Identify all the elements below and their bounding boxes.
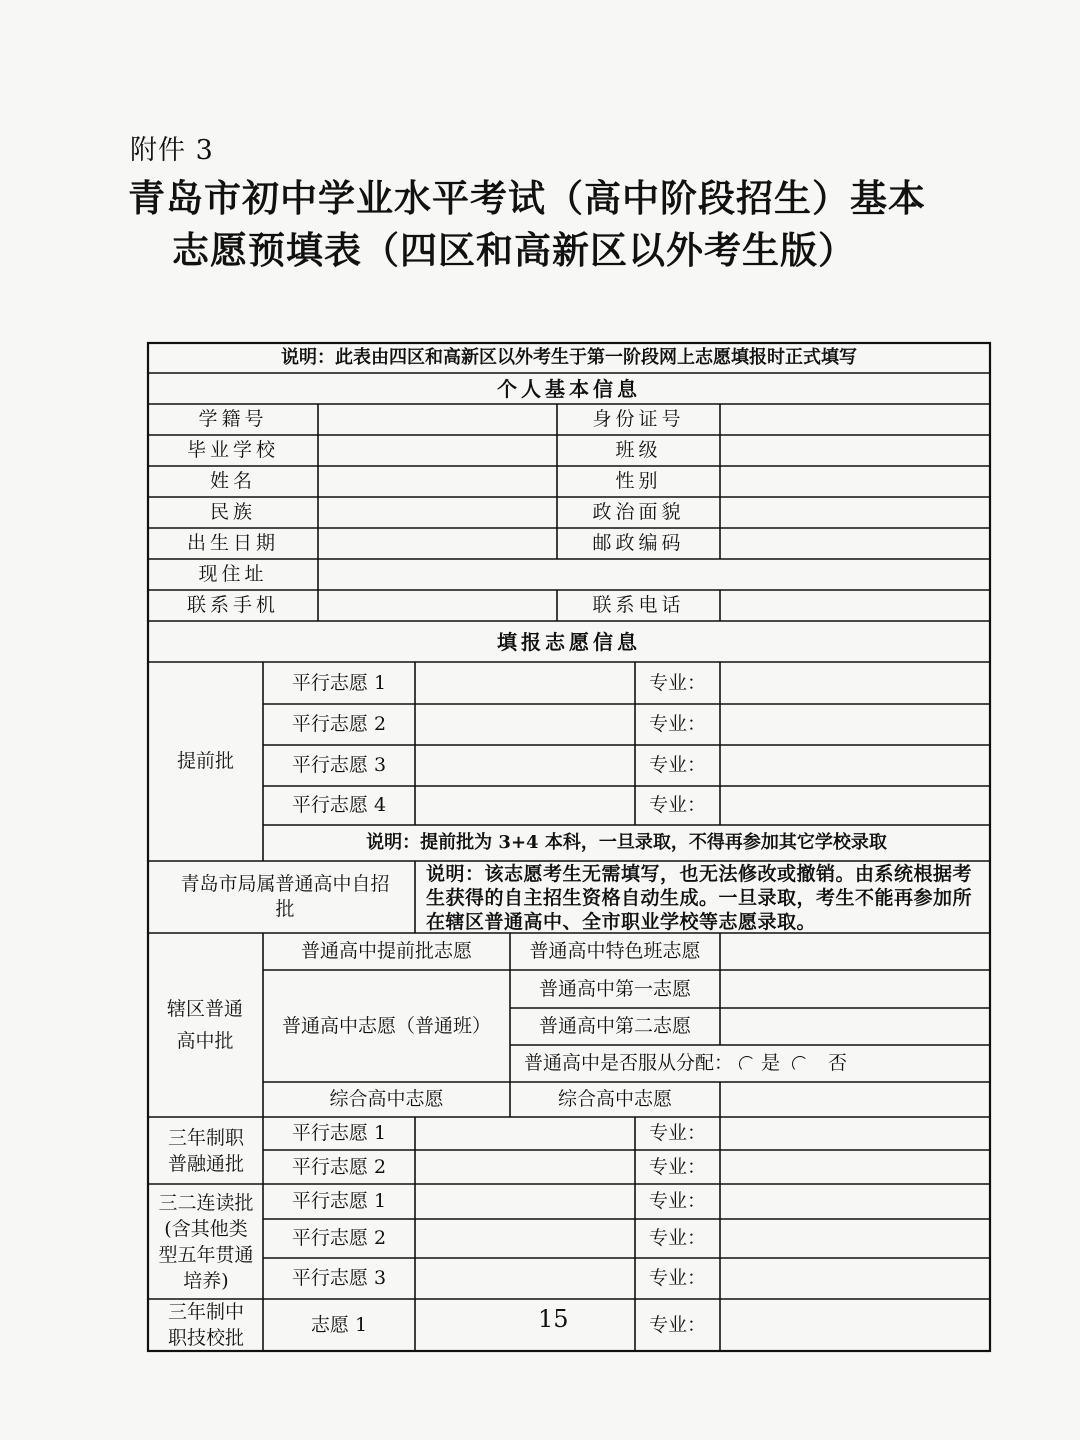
name-label: 姓名 [209,470,256,493]
obey-allocation-label: 普通高中是否服从分配： [524,1052,734,1075]
technical-major-field[interactable] [720,1299,990,1351]
second-choice-field[interactable] [720,1008,990,1045]
vocational-choice-2-field[interactable] [415,1150,635,1184]
yes-radio[interactable] [739,1056,755,1072]
vocational-major-2-field[interactable] [720,1150,990,1184]
advance-major-2-field[interactable] [720,704,990,745]
document-title-line-1: 青岛市初中学业水平考试（高中阶段招生）基本 [128,177,926,220]
five-year-choice-1-field[interactable] [415,1184,635,1219]
five-year-major-2-field[interactable] [720,1219,990,1258]
technical-choice-1-field[interactable] [415,1299,635,1351]
vocational-major-2-label: 专业： [648,1155,706,1178]
five-year-batch-label: 三二连读批(含其他类型五年贯通培养) [158,1191,254,1292]
political-status-field[interactable] [720,497,990,528]
comprehensive-choice-field[interactable] [720,1082,990,1117]
id-number-label: 身份证号 [592,408,685,431]
district-advance-choice-label: 普通高中提前批志愿 [300,940,472,963]
vocational-major-1-label: 专业： [648,1122,706,1145]
address-label: 现住址 [198,563,268,586]
phone-field[interactable] [720,590,990,621]
address-field[interactable] [318,559,990,590]
advance-choice-4-label: 平行志愿 4 [291,794,387,817]
five-year-major-3-field[interactable] [720,1258,990,1299]
mobile-field[interactable] [318,590,557,621]
five-year-major-1-label: 专业： [648,1190,706,1213]
comprehensive-choice-label-a: 综合高中志愿 [329,1088,444,1111]
vocational-choice-1-field[interactable] [415,1117,635,1150]
special-class-choice-label: 普通高中特色班志愿 [529,940,701,963]
class-label: 班级 [615,439,662,462]
school-label: 毕业学校 [186,439,279,462]
advance-major-1-field[interactable] [720,662,990,704]
advance-major-3-label: 专业： [648,754,706,777]
five-year-choice-3-label: 平行志愿 3 [291,1267,387,1290]
five-year-choice-3-field[interactable] [415,1258,635,1299]
school-field[interactable] [318,435,557,466]
technical-major-label: 专业： [648,1313,706,1336]
self-enrolment-note: 说明：该志愿考生无需填写，也无法修改或撤销。由系统根据考生获得的自主招生资格自动生成。一旦录取，考生不能再参加所在辖区普通高中、全市职业学校等志愿录取。 [426,863,973,933]
mobile-label: 联系手机 [186,594,279,617]
technical-choice-1-label: 志愿 1 [310,1313,368,1336]
postcode-label: 邮政编码 [592,532,685,555]
class-field[interactable] [720,435,990,466]
advance-choice-4-field[interactable] [415,786,635,825]
five-year-choice-2-field[interactable] [415,1219,635,1258]
choice-info-heading: 填报志愿信息 [497,629,641,654]
student-id-label: 学籍号 [198,408,268,431]
postcode-field[interactable] [720,528,990,559]
no-option-label: 否 [828,1052,848,1075]
gender-label: 性别 [615,470,662,493]
advance-choice-2-field[interactable] [415,704,635,745]
no-radio[interactable] [792,1056,808,1072]
vocational-major-1-field[interactable] [720,1117,990,1150]
advance-batch-note: 说明：提前批为 3+4 本科，一旦录取，不得再参加其它学校录取 [366,832,887,854]
page-number: 15 [538,1305,569,1333]
personal-info-heading: 个人基本信息 [497,376,641,401]
student-id-field[interactable] [318,404,557,435]
ethnicity-label: 民族 [209,501,256,524]
technical-batch-label: 三年制中职技校批 [167,1301,244,1349]
advance-major-1-label: 专业： [648,671,706,694]
five-year-choice-1-label: 平行志愿 1 [291,1190,387,1213]
first-choice-field[interactable] [720,970,990,1008]
vocational-choice-1-label: 平行志愿 1 [291,1122,387,1145]
id-number-field[interactable] [720,404,990,435]
advance-batch-label: 提前批 [176,750,234,773]
phone-label: 联系电话 [592,594,685,617]
advance-major-4-label: 专业： [648,794,706,817]
self-enrolment-batch-label: 青岛市局属普通高中自招批 [180,873,390,920]
five-year-major-1-field[interactable] [720,1184,990,1219]
second-choice-label: 普通高中第二志愿 [538,1015,691,1038]
special-class-choice-field[interactable] [720,933,990,970]
document-title-line-2: 志愿预填表（四区和高新区以外考生版） [172,229,856,272]
first-choice-label: 普通高中第一志愿 [538,977,691,1000]
ethnicity-field[interactable] [318,497,557,528]
name-field[interactable] [318,466,557,497]
form-instruction: 说明：此表由四区和高新区以外考生于第一阶段网上志愿填报时正式填写 [281,347,857,369]
advance-major-2-label: 专业： [648,713,706,736]
advance-major-3-field[interactable] [720,745,990,786]
five-year-major-2-label: 专业： [648,1227,706,1250]
district-batch-label: 辖区普通高中批 [166,998,243,1052]
birthday-label: 出生日期 [186,532,279,555]
gender-field[interactable] [720,466,990,497]
advance-choice-2-label: 平行志愿 2 [291,713,387,736]
five-year-choice-2-label: 平行志愿 2 [291,1227,387,1250]
attachment-label: 附件 3 [130,135,214,166]
regular-class-choice-label: 普通高中志愿（普通班） [281,1014,491,1037]
advance-major-4-field[interactable] [720,786,990,825]
advance-choice-3-field[interactable] [415,745,635,786]
vocational-batch-label: 三年制职普融通批 [167,1126,244,1175]
birthday-field[interactable] [318,528,557,559]
comprehensive-choice-label-b: 综合高中志愿 [557,1088,672,1111]
advance-choice-1-label: 平行志愿 1 [291,671,387,694]
political-status-label: 政治面貌 [592,501,685,524]
obey-allocation-row [510,1045,990,1082]
yes-option-label: 是 [761,1052,781,1075]
advance-choice-1-field[interactable] [415,662,635,704]
five-year-major-3-label: 专业： [648,1267,706,1290]
vocational-choice-2-label: 平行志愿 2 [291,1155,387,1178]
advance-choice-3-label: 平行志愿 3 [291,754,387,777]
